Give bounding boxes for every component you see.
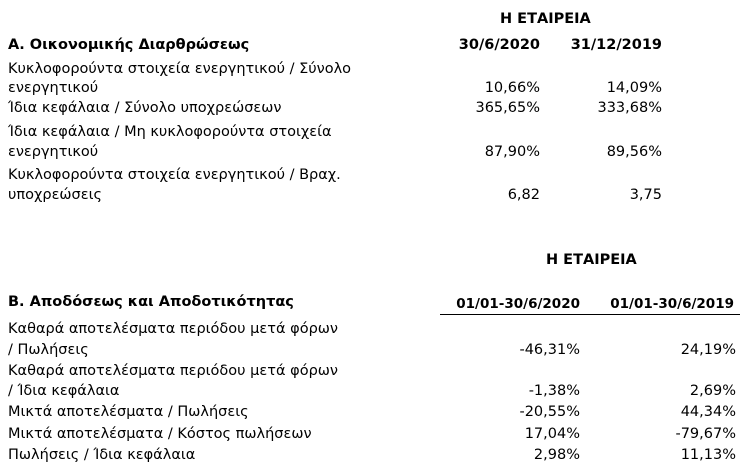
row-a2-value-2019: 333,68% [597, 100, 662, 116]
row-b3-value-2020: -20,55% [519, 404, 580, 420]
row-b3-label: Μικτά αποτελέσματα / Πωλήσεις [8, 404, 249, 420]
row-b5-value-2019: 11,13% [680, 447, 736, 463]
section-a-title: Α. Οικονομικής Διαρθρώσεως [8, 37, 250, 53]
row-b4-value-2019: -79,67% [675, 426, 736, 442]
row-b5-label: Πωλήσεις / Ίδια κεφάλαια [8, 447, 196, 463]
row-a4-label-line1: Κυκλοφορούντα στοιχεία ενεργητικού / Βραχ. [8, 167, 341, 183]
row-b1-label-line2: / Πωλήσεις [8, 342, 89, 358]
section-b-col1-header: 01/01-30/6/2020 [456, 296, 580, 312]
section-a-col1-header: 30/6/2020 [458, 37, 540, 53]
row-b3-value-2019: 44,34% [680, 404, 736, 420]
row-a1-label-line2: ενεργητικού [8, 80, 99, 96]
row-b4-label: Μικτά αποτελέσματα / Κόστος πωλήσεων [8, 426, 312, 442]
section-a-company-header: Η ΕΤΑΙΡΕΙΑ [500, 11, 591, 27]
row-b4-value-2020: 17,04% [524, 426, 580, 442]
section-a-col2-header: 31/12/2019 [570, 37, 662, 53]
row-b1-label-line1: Καθαρά αποτελέσματα περιόδου μετά φόρων [8, 321, 339, 337]
row-a4-label-line2: υποχρεώσεις [8, 187, 102, 203]
section-b-title: Β. Αποδόσεως και Αποδοτικότητας [8, 294, 294, 310]
row-b1-value-2020: -46,31% [519, 342, 580, 358]
row-a1-value-2020: 10,66% [484, 80, 540, 96]
row-b1-value-2019: 24,19% [680, 342, 736, 358]
section-b-col2-header: 01/01-30/6/2019 [610, 296, 734, 312]
row-a4-value-2020: 6,82 [507, 187, 540, 203]
row-a2-label: Ίδια κεφάλαια / Σύνολο υποχρεώσεων [8, 100, 282, 116]
row-a3-value-2019: 89,56% [606, 144, 662, 160]
row-a1-value-2019: 14,09% [606, 80, 662, 96]
row-a3-label-line1: Ίδια κεφάλαια / Μη κυκλοφορούντα στοιχεία [8, 124, 332, 140]
row-b2-label-line2: / Ίδια κεφάλαια [8, 383, 120, 399]
row-a2-value-2020: 365,65% [475, 100, 540, 116]
row-b2-label-line1: Καθαρά αποτελέσματα περιόδου μετά φόρων [8, 363, 339, 379]
row-a1-label-line1: Κυκλοφορούντα στοιχεία ενεργητικού / Σύνολο [8, 61, 352, 77]
row-b5-value-2020: 2,98% [533, 447, 580, 463]
row-b2-value-2019: 2,69% [689, 383, 736, 399]
row-a4-value-2019: 3,75 [629, 187, 662, 203]
row-a3-value-2020: 87,90% [484, 144, 540, 160]
row-b2-value-2020: -1,38% [528, 383, 580, 399]
row-a3-label-line2: ενεργητικού [8, 144, 99, 160]
section-b-header-rule [440, 314, 740, 315]
section-b-company-header: Η ΕΤΑΙΡΕΙΑ [546, 252, 637, 268]
